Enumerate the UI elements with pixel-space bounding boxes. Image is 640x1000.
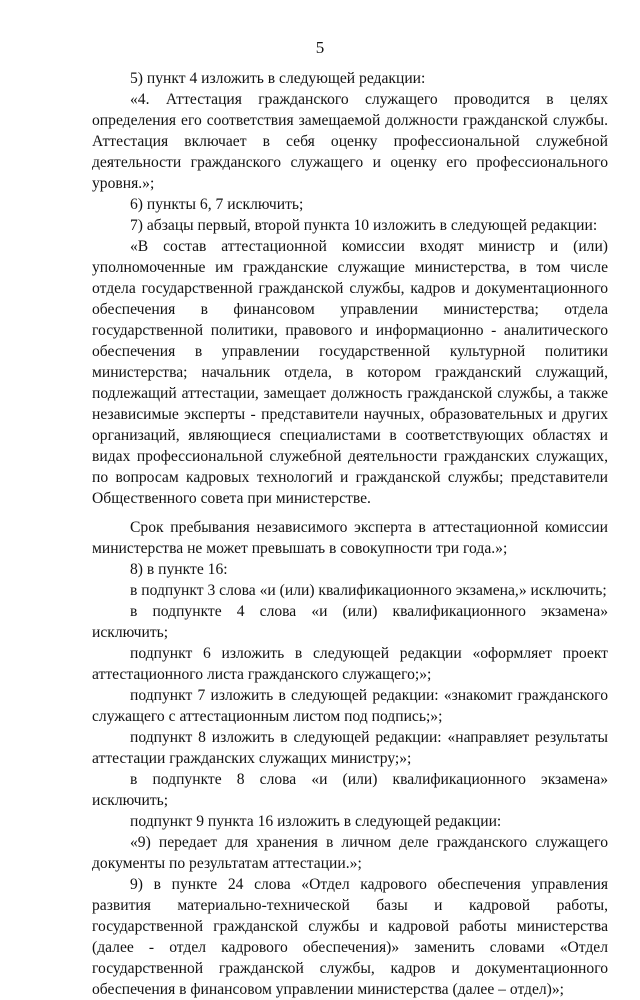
paragraph-subitem-9: подпункт 9 пункта 16 изложить в следующей редакции:	[130, 813, 502, 830]
paragraph-subitem-3: в подпункт 3 слова «и (или) квалификационного экзамена,» исключить;	[130, 582, 607, 599]
paragraph-item-8: 8) в пункте 16:	[130, 561, 228, 578]
paragraph-subitem-9-text: «9) передает для хранения в личном деле гражданского служащего документы по результатам аттестации.»;	[92, 834, 608, 872]
paragraph-subitem-4: в подпункте 4 слова «и (или) квалификационного экзамена» исключить;	[92, 603, 608, 641]
document-body	[92, 68, 608, 1000]
paragraph-item-6: 6) пункты 6, 7 исключить;	[130, 196, 304, 213]
paragraph-commission-composition: «В состав аттестационной комиссии входят министр и (или) уполномоченные им гражданские служащие министерства, в том числе отдела государственной гражданской службы, кадров и документационного обеспечения в финансовом управлении министерства; отдела государственной политики, правового и информационно - аналитического обеспечения в управлении государственной культурной политики министерства; начальник отдела, в котором гражданский служащий, подлежащий аттестации, замещает должность гражданской службы, а также независимые эксперты - представители научных, образовательных и других организаций, являющиеся специалистами в соответствующих областях и видах профессиональной служебной деятельности гражданских служащих, по вопросам кадровых технологий и гражданской службы; представители Общественного совета при министерстве.	[92, 238, 608, 507]
paragraph-item-4-text: «4. Аттестация гражданского служащего проводится в целях определения его соответствия замещаемой должности гражданской службы. Аттестация включает в себя оценку профессиональной служебной деятельности гражданского служащего и оценку его профессионального уровня.»;	[92, 91, 608, 192]
paragraph-item-9: 9) в пункте 24 слова «Отдел кадрового обеспечения управления развития материально-технической базы и кадровой работы, государственной гражданской службы и кадровой работы министерства (далее - отдел кадрового обеспечения)» заменить словами «Отдел государственной гражданской службы, кадров и документационного обеспечения в финансовом управлении министерства (далее – отдел)»;	[92, 876, 608, 998]
paragraph-expert-term: Срок пребывания независимого эксперта в аттестационной комиссии министерства не может превышать в совокупности три года.»;	[92, 519, 608, 557]
paragraph-item-7: 7) абзацы первый, второй пункта 10 изложить в следующей редакции:	[130, 217, 598, 234]
paragraph-subitem-6: подпункт 6 изложить в следующей редакции «оформляет проект аттестационного листа гражданского служащего;»;	[92, 645, 608, 683]
paragraph-item-5: 5) пункт 4 изложить в следующей редакции:	[130, 70, 426, 87]
paragraph-subitem-8-exclude: в подпункте 8 слова «и (или) квалификационного экзамена» исключить;	[92, 771, 608, 809]
paragraph-subitem-8-text: подпункт 8 изложить в следующей редакции: «направляет результаты аттестации гражданских служащих министру;»;	[92, 729, 608, 767]
paragraph-subitem-7: подпункт 7 изложить в следующей редакции: «знакомит гражданского служащего с аттестационным листом под подпись;»;	[92, 687, 608, 725]
page-number: 5	[315, 38, 325, 57]
